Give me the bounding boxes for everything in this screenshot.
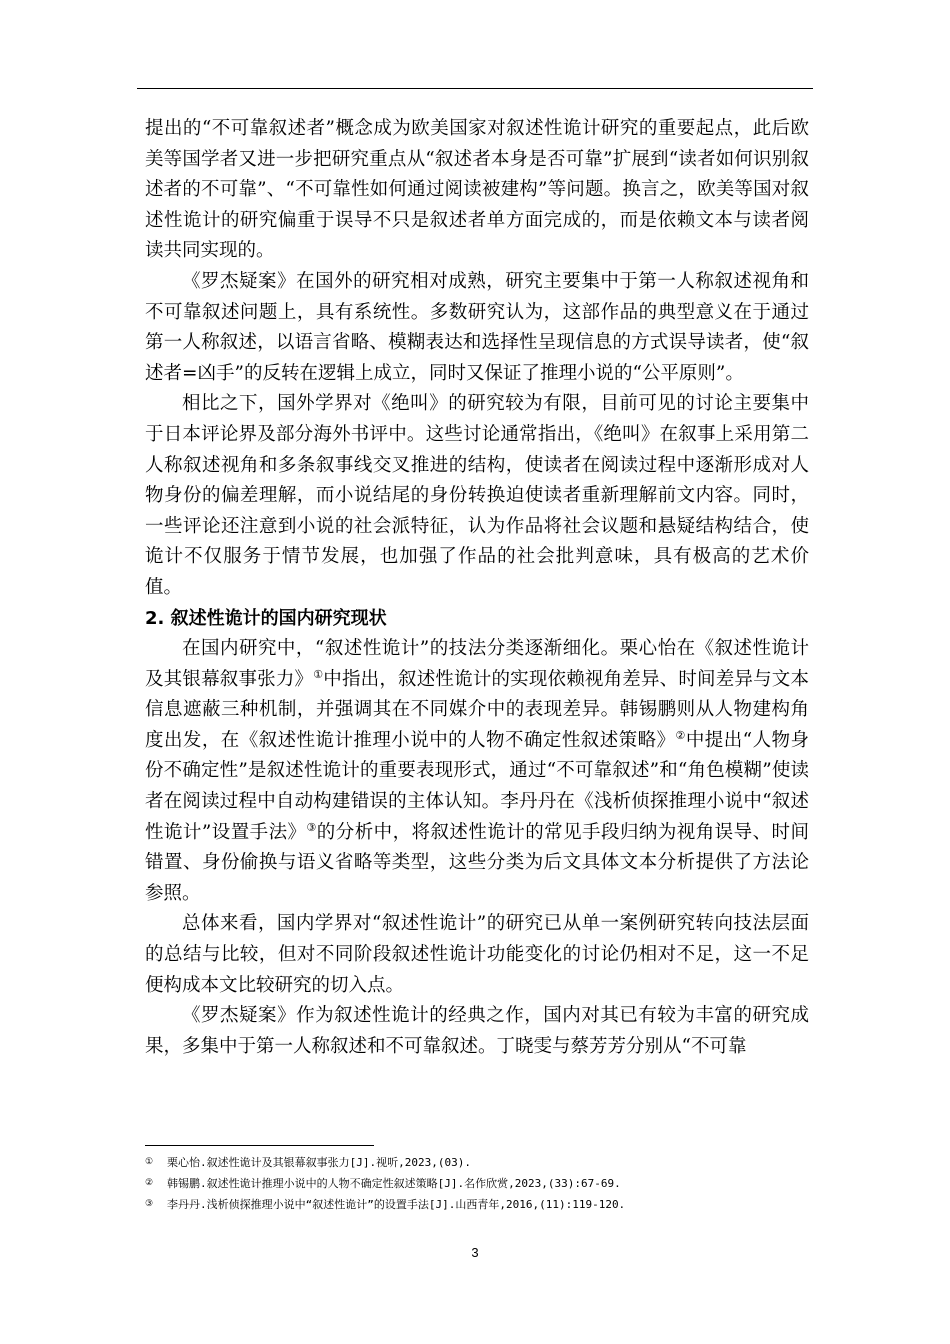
footnote-text: 韩锡鹏.叙述性诡计推理小说中的人物不确定性叙述策略[J].名作欣赏,2023,(33):67-69.: [167, 1177, 621, 1190]
footnote-3: [145, 1194, 809, 1215]
page-number: 3: [471, 1245, 479, 1260]
footnote-ref-1: ①: [313, 667, 324, 681]
footnotes: [145, 1152, 809, 1215]
paragraph-2: 《罗杰疑案》在国外的研究相对成熟，研究主要集中于第一人称叙述视角和不可靠叙述问题上，具有系统性。多数研究认为，这部作品的典型意义在于通过第一人称叙述，以语言省略、模糊表达和选择性呈现信息的方式误导读者，使“叙述者=凶手”的反转在逻辑上成立，同时又保证了推理小说的“公平原则”。: [145, 270, 809, 384]
footnote-2: [145, 1173, 809, 1194]
paragraph-4: [145, 634, 809, 909]
footnote-mark: ②: [145, 1178, 154, 1188]
footnote-text: 李丹丹.浅析侦探推理小说中“叙述性诡计”的设置手法[J].山西青年,2016,(11):119-120.: [167, 1198, 626, 1211]
paragraph-6: 《罗杰疑案》作为叙述性诡计的经典之作，国内对其已有较为丰富的研究成果，多集中于第一人称叙述和不可靠叙述。丁晓雯与蔡芳芳分别从“不可靠: [145, 1005, 809, 1057]
footnote-separator: [145, 1145, 374, 1146]
footnote-ref-2: ②: [675, 728, 686, 742]
paragraph-4-text-b: 中指出，叙述性诡计的实现依赖视角差异、时间差异与文本信息遮蔽三种机制，并强调其在不同媒介中的表现差异。韩锡鹏则从人物建构角度出发，在《叙述性诡计推理小说中的人物不确定性叙述策略》: [145, 668, 809, 751]
paragraph-5: 总体来看，国内学界对“叙述性诡计”的研究已从单一案例研究转向技法层面的总结与比较，但对不同阶段叙述性诡计功能变化的讨论仍相对不足，这一不足便构成本文比较研究的切入点。: [145, 913, 809, 996]
footnote-1: [145, 1152, 809, 1173]
footnote-ref-3: ③: [306, 820, 317, 834]
paragraph-4-text-c: 中提出“人物身份不确定性”是叙述性诡计的重要表现形式，通过“不可靠叙述”和“角色模糊”使读者在阅读过程中自动构建错误的主体认知。李丹丹在《浅析侦探推理小说中“叙述性诡计”设置手法》: [145, 729, 809, 843]
paragraph-1: 提出的“不可靠叙述者”概念成为欧美国家对叙述性诡计研究的重要起点，此后欧美等国学者又进一步把研究重点从“叙述者本身是否可靠”扩展到“读者如何识别叙述者的不可靠”、“不可靠性如何通过阅读被建构”等问题。换言之，欧美等国对叙述性诡计的研究偏重于误导不只是叙述者单方面完成的，而是依赖文本与读者阅读共同实现的。: [145, 118, 809, 262]
footnote-mark: ①: [145, 1157, 154, 1167]
paragraph-3: 相比之下，国外学界对《绝叫》的研究较为有限，目前可见的讨论主要集中于日本评论界及部分海外书评中。这些讨论通常指出，《绝叫》在叙事上采用第二人称叙述视角和多条叙事线交叉推进的结构，使读者在阅读过程中逐渐形成对人物身份的偏差理解，而小说结尾的身份转换迫使读者重新理解前文内容。同时，一些评论还注意到小说的社会派特征，认为作品将社会议题和悬疑结构结合，使诡计不仅服务于情节发展，也加强了作品的社会批判意味，具有极高的艺术价值。: [145, 393, 809, 598]
footnote-mark: ③: [145, 1199, 154, 1209]
header-rule: [137, 88, 813, 89]
paragraph-4-text-d: 的分析中，将叙述性诡计的常见手段归纳为视角误导、时间错置、身份偷换与语义省略等类型，这些分类为后文具体文本分析提供了方法论参照。: [145, 821, 809, 904]
section-heading: 2. 叙述性诡计的国内研究现状: [145, 607, 387, 629]
footnote-text: 栗心怡.叙述性诡计及其银幕叙事张力[J].视听,2023,(03).: [167, 1156, 471, 1169]
paragraph-4-text-a: 在国内研究中，“叙述性诡计”的技法分类逐渐细化。栗心怡在《叙述性诡计及其银幕叙事张力》: [145, 638, 809, 690]
body-text: [145, 114, 809, 1062]
